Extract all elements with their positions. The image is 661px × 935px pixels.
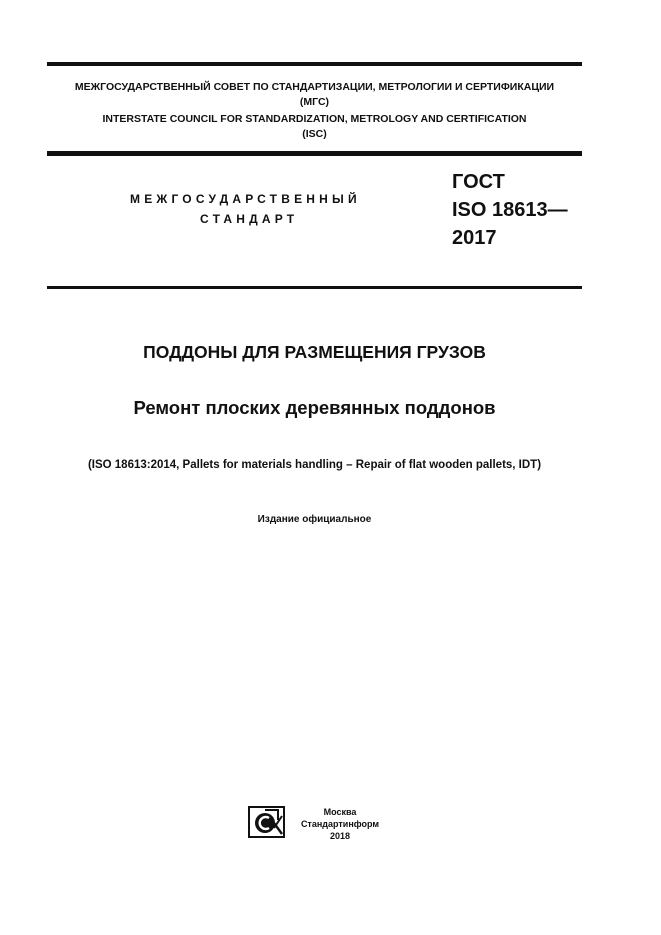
original-standard-reference: (ISO 18613:2014, Pallets for materials handling – Repair of flat wooden pallets, IDT): [87, 459, 542, 471]
top-rule: [47, 62, 582, 66]
standartinform-logo-icon: [248, 806, 285, 838]
publisher-city: Москва: [323, 807, 357, 817]
gost-number: ISO 18613—: [452, 199, 568, 221]
council-ru-line: МЕЖГОСУДАРСТВЕННЫЙ СОВЕТ ПО СТАНДАРТИЗАЦИИ, МЕТРОЛОГИИ И СЕРТИФИКАЦИИ: [74, 81, 555, 93]
standard-type-line1: МЕЖГОСУДАРСТВЕННЫЙ: [130, 192, 361, 206]
council-ru-name: [47, 80, 582, 110]
council-ru-abbr: (МГС): [299, 96, 330, 108]
gost-label: ГОСТ: [452, 171, 505, 193]
standard-type-line2: СТАНДАРТ: [200, 212, 299, 226]
gost-designation: [452, 168, 568, 252]
designation-bottom-rule: [47, 286, 582, 289]
gost-year: 2017: [452, 227, 497, 249]
document-subtitle: Ремонт плоских деревянных поддонов: [133, 397, 496, 418]
council-en-name: [47, 112, 582, 142]
header-bottom-rule: [47, 151, 582, 156]
council-en-line: INTERSTATE COUNCIL FOR STANDARDIZATION, METROLOGY AND CERTIFICATION: [102, 113, 527, 125]
edition-note: Издание официальное: [257, 514, 372, 525]
publisher-name: Стандартинформ: [300, 819, 380, 829]
publication-year: 2018: [329, 831, 351, 841]
council-en-abbr: (ISC): [302, 128, 327, 140]
document-title: ПОДДОНЫ ДЛЯ РАЗМЕЩЕНИЯ ГРУЗОВ: [143, 342, 486, 362]
